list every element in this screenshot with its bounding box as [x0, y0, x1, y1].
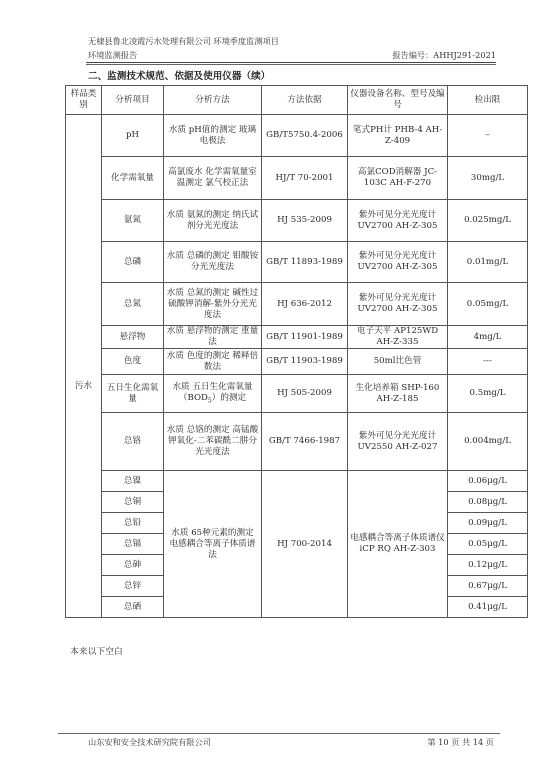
header-rule: [86, 62, 496, 63]
instrument-cell: 紫外可见分光光度计 UV2700 AH-Z-305: [348, 283, 448, 326]
limit-cell: 0.06μg/L: [448, 471, 528, 492]
instrument-cell: 电感耦合等离子体质谱仪 iCP RQ AH-Z-303: [348, 471, 448, 618]
table-header-row: [66, 86, 528, 115]
page-footer: [88, 737, 494, 748]
limit-cell: 0.08μg/L: [448, 492, 528, 513]
table-row: [66, 349, 528, 375]
end-of-table-note: 本来以下空白: [70, 647, 123, 657]
report-header-line2: [88, 50, 496, 61]
method-cell: 水质 总磷的测定 钼酸铵分光光度法: [164, 242, 262, 283]
method-cell: 水质 悬浮物的测定 重量法: [164, 326, 262, 349]
limit-cell: 30mg/L: [448, 157, 528, 200]
limit-cell: 0.12μg/L: [448, 555, 528, 576]
instrument-cell: 电子天平 AP125WD AH-Z-335: [348, 326, 448, 349]
table-row: [66, 157, 528, 200]
table-row: [66, 200, 528, 242]
limit-cell: 0.025mg/L: [448, 200, 528, 242]
method-cell: 水质 色度的测定 稀释倍数法: [164, 349, 262, 375]
limit-cell: 0.01mg/L: [448, 242, 528, 283]
table-row: [66, 115, 528, 157]
method-cell: 水质 pH值的测定 玻璃电极法: [164, 115, 262, 157]
limit-cell: –: [448, 115, 528, 157]
limit-cell: ---: [448, 349, 528, 375]
instrument-cell: 紫外可见分光光度计 UV2700 AH-Z-305: [348, 200, 448, 242]
item-cell: 色度: [102, 349, 164, 375]
instrument-cell: 高氯COD消解器 JC-103C AH-F-270: [348, 157, 448, 200]
basis-cell: GB/T 11893-1989: [262, 242, 348, 283]
limit-cell: 0.41μg/L: [448, 597, 528, 618]
limit-cell: 0.09μg/L: [448, 513, 528, 534]
method-subscript: 5: [207, 397, 212, 405]
table-row: [66, 283, 528, 326]
report-type: 环境监测报告: [88, 50, 138, 60]
item-cell: 氨氮: [102, 200, 164, 242]
section-title: 二、监测技术规范、依据及使用仪器（续）: [88, 71, 271, 82]
instrument-cell: 紫外可见分光光度计 UV2700 AH-Z-305: [348, 242, 448, 283]
item-cell: 化学需氧量: [102, 157, 164, 200]
method-cell: 水质 总铬的测定 高锰酸钾氧化-二苯碳酰二肼分光光度法: [164, 413, 262, 471]
page-number: 第 10 页 共 14 页: [427, 737, 494, 747]
item-cell: pH: [102, 115, 164, 157]
method-text: 水质 五日生化需氧量（BOD: [172, 381, 253, 403]
method-cell: 水质 氨氮的测定 纳氏试剂分光光度法: [164, 200, 262, 242]
item-cell: 总镉: [102, 534, 164, 555]
header-instrument: 仪器设备名称、型号及编号: [348, 86, 448, 115]
item-cell: 总氮: [102, 283, 164, 326]
limit-cell: 0.05mg/L: [448, 283, 528, 326]
instrument-cell: 紫外可见分光光度计 UV2550 AH-Z-027: [348, 413, 448, 471]
header-limit: 检出限: [448, 86, 528, 115]
header-rule-thin: [86, 64, 496, 65]
item-cell: 总磷: [102, 242, 164, 283]
footer-rule: [58, 733, 500, 734]
header-basis: 方法依据: [262, 86, 348, 115]
table-row: [66, 326, 528, 349]
instrument-cell: 笔式PH计 PHB-4 AH-Z-409: [348, 115, 448, 157]
method-cell: 水质 65种元素的测定 电感耦合等离子体质谱法: [164, 471, 262, 618]
footer-organization: 山东安和安全技术研究院有限公司: [88, 737, 211, 747]
table-row: [66, 375, 528, 413]
basis-cell: GB/T5750.4-2006: [262, 115, 348, 157]
report-header-project: 无棣县鲁北凌霞污水处理有限公司 环境季度监测项目: [88, 36, 279, 46]
limit-cell: 0.5mg/L: [448, 375, 528, 413]
header-method: 分析方法: [164, 86, 262, 115]
limit-cell: 4mg/L: [448, 326, 528, 349]
instrument-cell: 50ml比色管: [348, 349, 448, 375]
item-cell: 总铅: [102, 513, 164, 534]
report-number: 报告编号：AHHJ291-2021: [392, 50, 496, 60]
basis-cell: GB/T 11903-1989: [262, 349, 348, 375]
item-cell: 总砷: [102, 555, 164, 576]
limit-cell: 0.004mg/L: [448, 413, 528, 471]
item-cell: 总锌: [102, 576, 164, 597]
item-cell: 五日生化需氧量: [102, 375, 164, 413]
table-row: [66, 471, 528, 492]
limit-cell: 0.67μg/L: [448, 576, 528, 597]
basis-cell: GB/T 11901-1989: [262, 326, 348, 349]
item-cell: 总镍: [102, 471, 164, 492]
item-cell: 总铬: [102, 413, 164, 471]
item-cell: 悬浮物: [102, 326, 164, 349]
header-item: 分析项目: [102, 86, 164, 115]
basis-cell: HJ 700-2014: [262, 471, 348, 618]
item-cell: 总硒: [102, 597, 164, 618]
basis-cell: GB/T 7466-1987: [262, 413, 348, 471]
method-cell: 高氯废水 化学需氧量室温测定 氯气校正法: [164, 157, 262, 200]
table-row: [66, 242, 528, 283]
method-cell: 水质 总氮的测定 碱性过硫酸钾消解-紫外分光光度法: [164, 283, 262, 326]
header-category: 样品类别: [66, 86, 102, 115]
sample-category-cell: 污水: [66, 157, 102, 618]
method-text-tail: ）的测定: [211, 392, 247, 403]
method-table: [65, 85, 528, 618]
limit-cell: 0.05μg/L: [448, 534, 528, 555]
basis-cell: HJ/T 70-2001: [262, 157, 348, 200]
basis-cell: HJ 505-2009: [262, 375, 348, 413]
instrument-cell: 生化培养箱 SHP-160 AH-Z-185: [348, 375, 448, 413]
basis-cell: HJ 636-2012: [262, 283, 348, 326]
item-cell: 总铜: [102, 492, 164, 513]
basis-cell: HJ 535-2009: [262, 200, 348, 242]
table-row: [66, 413, 528, 471]
method-cell: [164, 375, 262, 413]
